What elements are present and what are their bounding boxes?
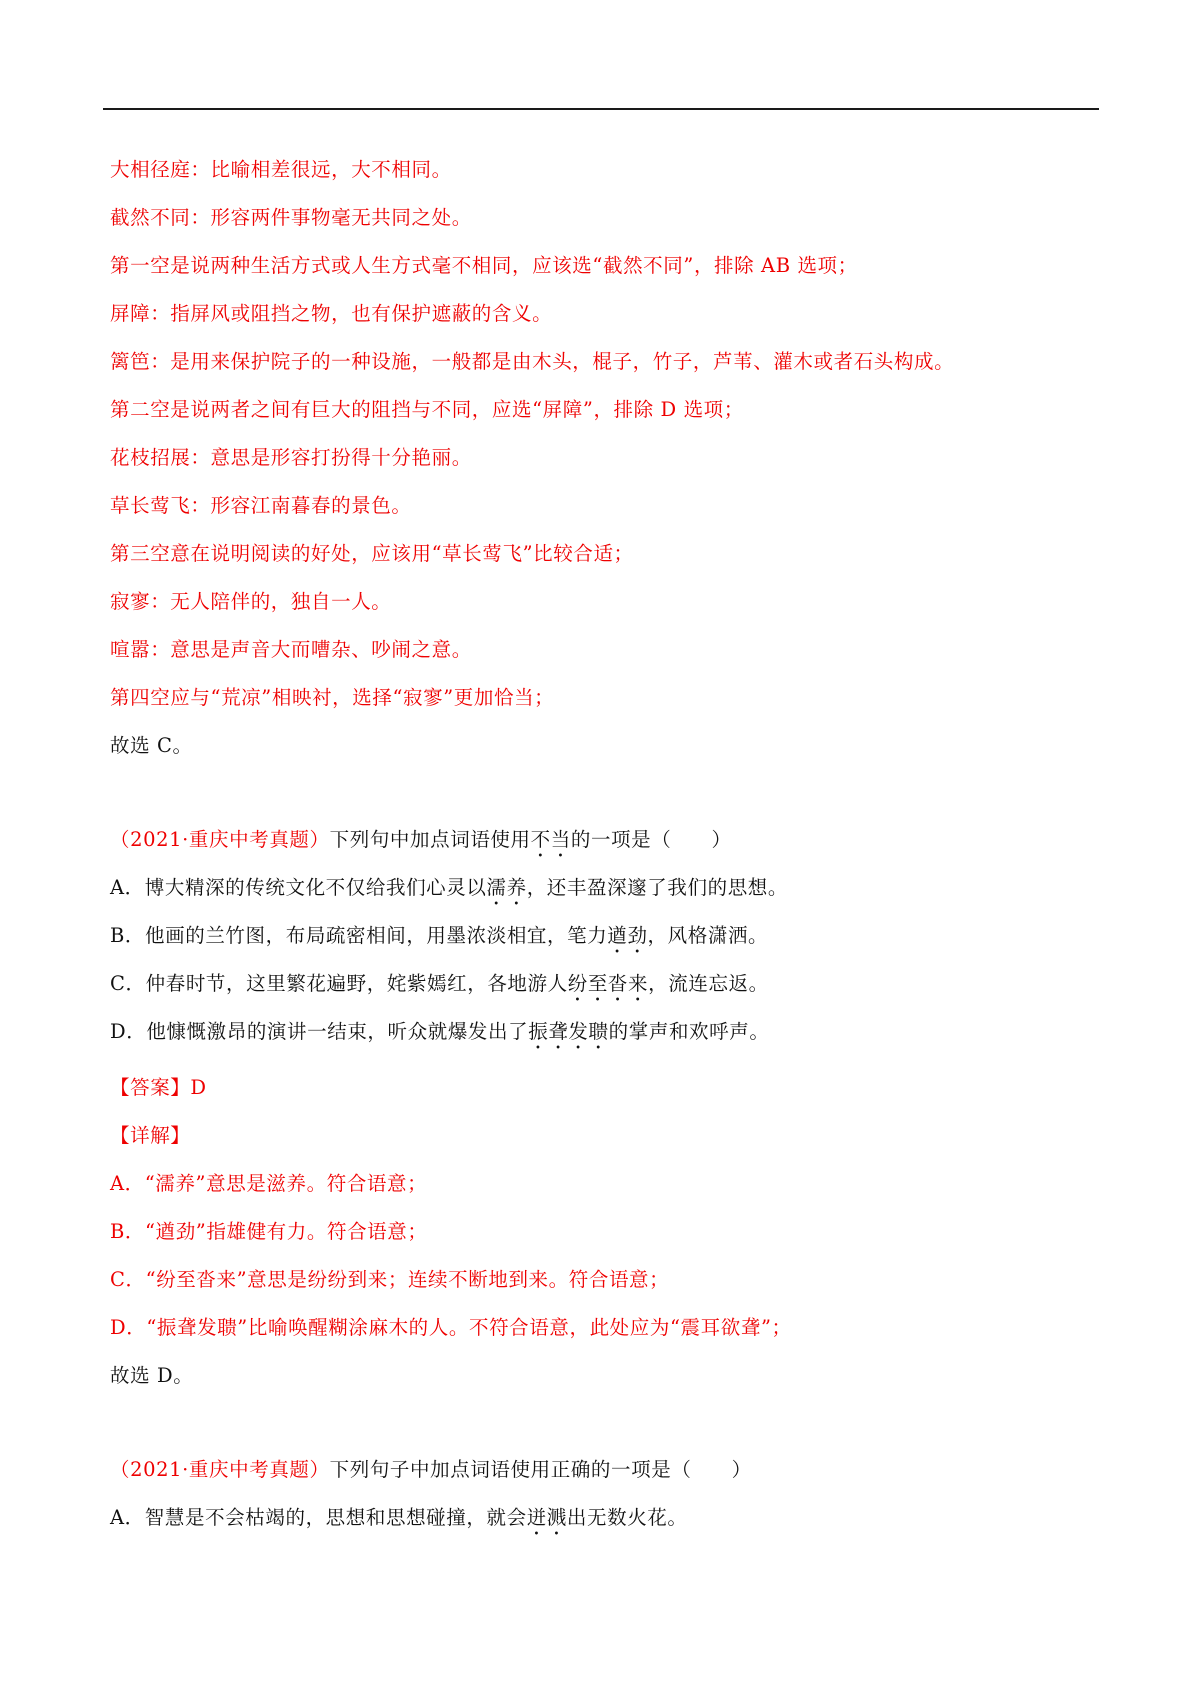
detail-line: D．“振聋发聩”比喻唤醒糊涂麻木的人。不符合语意，此处应为“震耳欲聋”； [110, 1316, 792, 1339]
option-text: ，风格潇洒。 [647, 924, 769, 947]
dotted-word: 濡养 [486, 876, 527, 899]
option-b [110, 923, 768, 958]
explanation-line: 屏障：指屏风或阻挡之物，也有保护遮蔽的含义。 [110, 302, 553, 325]
explanation-line: 第四空应与“荒凉”相映衬，选择“寂寥”更加恰当； [110, 686, 555, 709]
detail-line: B．“遒劲”指雄健有力。符合语意； [110, 1220, 428, 1243]
option-text: 出无数火花。 [566, 1506, 688, 1529]
detail-label: 【详解】 [110, 1124, 191, 1147]
stem-text: 下列句中加点词语使用 [329, 828, 531, 851]
option-c [110, 971, 769, 1006]
dotted-word: 振聋发聩 [528, 1020, 609, 1043]
option-d [110, 1019, 769, 1054]
explanation-line: 喧嚣：意思是声音大而嘈杂、吵闹之意。 [110, 638, 472, 661]
question-source: （2021·重庆中考真题） [110, 1458, 330, 1481]
stem-text: 的一项是（ ） [570, 828, 732, 851]
detail-line: A．“濡养”意思是滋养。符合语意； [110, 1172, 428, 1195]
option-text: B．他画的兰竹图，布局疏密相间，用墨浓淡相宜，笔力 [110, 924, 608, 947]
stem-text: 下列句子中加点词语使用正确的一项是（ ） [329, 1458, 752, 1481]
option-text: ，流连忘返。 [648, 972, 769, 995]
detail-line: C．“纷至沓来”意思是纷纷到来；连续不断地到来。符合语意； [110, 1268, 670, 1291]
option-text: 的掌声和欢呼声。 [608, 1020, 770, 1043]
answer-value: D [190, 1076, 207, 1099]
conclusion: 故选 D。 [110, 1364, 194, 1387]
option-a [110, 875, 788, 910]
option-text: A．智慧是不会枯竭的，思想和思想碰撞，就会 [110, 1506, 527, 1529]
explanation-line: 第二空是说两者之间有巨大的阻挡与不同，应选“屏障”，排除 D 选项； [110, 398, 744, 421]
answer-label: 【答案】 [110, 1076, 191, 1099]
explanation-line: 草长莺飞：形容江南暮春的景色。 [110, 494, 412, 517]
option-text: D．他慷慨激昂的演讲一结束，听众就爆发出了 [110, 1020, 529, 1043]
question-stem [110, 827, 732, 862]
explanation-line: 第一空是说两种生活方式或人生方式毫不相同，应该选“截然不同”，排除 AB 选项； [110, 254, 858, 277]
option-a [110, 1505, 688, 1540]
explanation-line: 大相径庭：比喻相差很远，大不相同。 [110, 158, 452, 181]
option-text: C．仲春时节，这里繁花遍野，姹紫嫣红，各地游人 [110, 972, 568, 995]
explanation-line: 花枝招展：意思是形容打扮得十分艳丽。 [110, 446, 472, 469]
question-stem [110, 1457, 752, 1483]
answer-line [110, 1075, 207, 1101]
conclusion: 故选 C。 [110, 734, 193, 757]
explanation-line: 第三空意在说明阅读的好处，应该用“草长莺飞”比较合适； [110, 542, 634, 565]
dotted-word: 纷至沓来 [567, 972, 649, 995]
explanation-line: 篱笆：是用来保护院子的一种设施，一般都是由木头，棍子，竹子，芦苇、灌木或者石头构成。 [110, 350, 955, 373]
header-rule [103, 108, 1099, 110]
option-text: A．博大精深的传统文化不仅给我们心灵以 [110, 876, 487, 899]
question-source: （2021·重庆中考真题） [110, 828, 330, 851]
option-text: ，还丰盈深邃了我们的思想。 [526, 876, 788, 899]
dotted-word: 迸溅 [526, 1506, 567, 1529]
dotted-word: 不当 [530, 828, 571, 851]
dotted-word: 遒劲 [607, 924, 648, 947]
explanation-line: 截然不同：形容两件事物毫无共同之处。 [110, 206, 472, 229]
explanation-line: 寂寥：无人陪伴的，独自一人。 [110, 590, 392, 613]
